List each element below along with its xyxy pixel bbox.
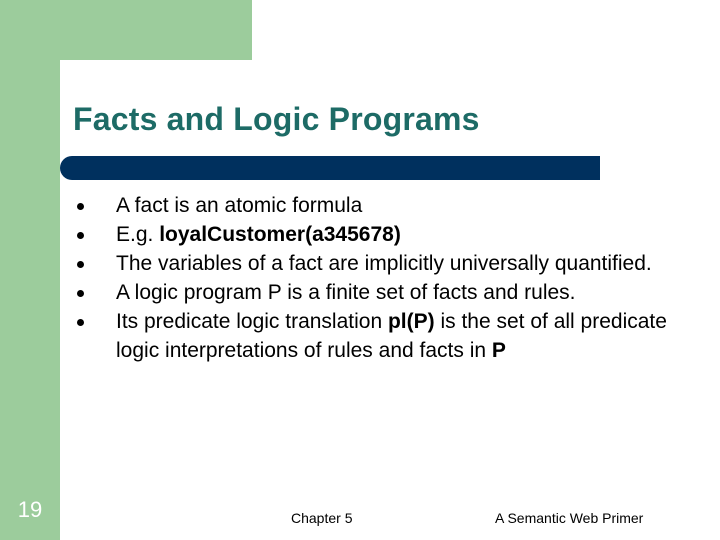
bullet-code-text: P (491, 339, 506, 362)
bullet-item (74, 191, 694, 220)
bullet-item (74, 307, 694, 365)
bullet-text: E.g. (116, 223, 160, 246)
bullet-code-text: pl(P) (387, 310, 435, 333)
bullet-dot-icon (77, 203, 84, 210)
title-underline-bar (60, 156, 600, 180)
bullet-dot-icon (77, 290, 84, 297)
slide-title: Facts and Logic Programs (73, 101, 480, 137)
footer-book-title: A Semantic Web Primer (495, 510, 644, 526)
bullet-text: The variables of a fact are implicitly universally quantified. (116, 252, 652, 275)
bullet-text: A fact is an atomic formula (116, 194, 363, 217)
slide-number: 19 (17, 497, 43, 522)
bullet-code-text: loyalCustomer(a345678) (159, 223, 401, 246)
top-accent-band (0, 0, 252, 60)
bullet-dot-icon (77, 232, 84, 239)
bullet-dot-icon (77, 261, 84, 268)
bullet-item (74, 278, 694, 307)
footer-chapter: Chapter 5 (291, 510, 353, 526)
bullet-text: is the set of all predicate logic interpretations of rules and facts in (116, 310, 667, 362)
bullet-text: Its predicate logic translation (116, 310, 388, 333)
bullet-list (74, 191, 694, 365)
bullet-item (74, 220, 694, 249)
bullet-text: A logic program P is a finite set of facts and rules. (116, 281, 576, 304)
bullet-item (74, 249, 694, 278)
left-accent-band (0, 0, 60, 540)
bullet-dot-icon (77, 319, 84, 326)
